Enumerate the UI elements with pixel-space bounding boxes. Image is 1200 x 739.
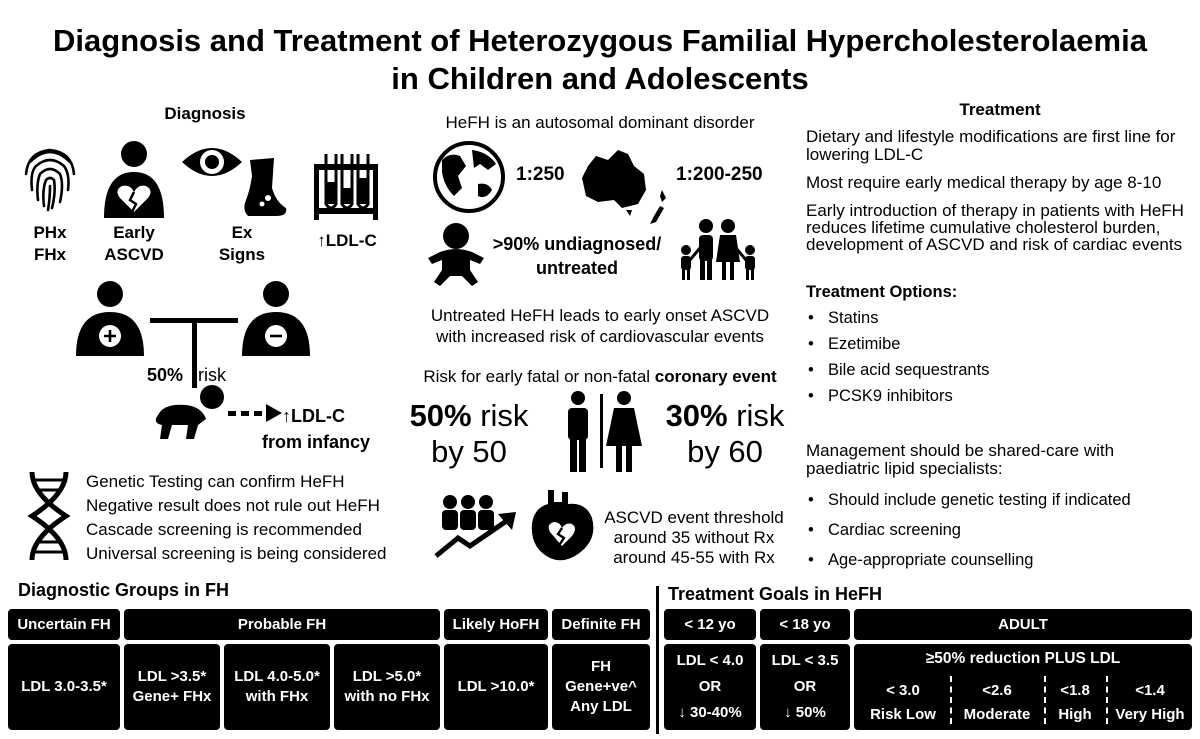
eye-foot-icon xyxy=(180,140,290,220)
male-risk-age: by 50 xyxy=(431,434,507,469)
group-cell: FH Gene+ve^ Any LDL xyxy=(552,644,650,730)
option-item: • Ezetimibe xyxy=(806,334,1196,354)
adult-level-moderate: <2.6 Moderate xyxy=(963,682,1031,723)
ldl-label: ↑LDL-C xyxy=(317,231,377,250)
fingerprint-icon xyxy=(22,142,78,212)
treatment-p2: Most require early medical therapy by age 8-10 xyxy=(806,173,1162,192)
page-subtitle: in Children and Adolescents xyxy=(391,61,809,96)
goal-or: OR xyxy=(698,678,722,695)
australia-nz-icon xyxy=(578,146,678,230)
treatment-p3: Early introduction of therapy in patients with HeFH reduces lifetime cumulative cholesterol burden, development of ASCVD and risk of cardiac events xyxy=(806,201,1184,254)
threshold-text xyxy=(594,508,794,568)
section-divider xyxy=(656,586,659,734)
groups-heading: Diagnostic Groups in FH xyxy=(18,580,230,600)
autosomal-text: HeFH is an autosomal dominant disorder xyxy=(445,113,755,132)
goal-header-12: < 12 yo xyxy=(664,609,756,640)
threshold-line: ASCVD event threshold xyxy=(604,508,784,527)
untreated-line: untreated xyxy=(535,258,618,278)
group-cell: LDL 3.0-3.5* xyxy=(8,644,120,730)
management-item: • Age-appropriate counselling xyxy=(806,548,1196,572)
world-prevalence: 1:250 xyxy=(516,164,565,185)
genetic-testing-list xyxy=(86,470,387,566)
page-title: Diagnosis and Treatment of Heterozygous Familial Hypercholesterolaemia xyxy=(53,23,1147,58)
coronary-risk-heading: Risk for early fatal or non-fatal coronary event xyxy=(423,367,777,386)
dna-icon xyxy=(26,470,72,562)
infancy-ldl: ↑LDL-C xyxy=(282,406,345,426)
genetic-line: Cascade screening is recommended xyxy=(86,520,362,539)
goals-heading: Treatment Goals in HeFH xyxy=(668,584,883,604)
crawling-baby-icon xyxy=(150,385,230,441)
option-item: • PCSK9 inhibitors xyxy=(806,386,1196,406)
group-cell: LDL >10.0* xyxy=(444,644,548,730)
untreated-text xyxy=(405,305,795,347)
management-item: • Cardiac screening xyxy=(806,518,1196,542)
man-woman-icon xyxy=(556,390,646,474)
positive-parent-icon xyxy=(70,280,150,356)
undiagnosed-text xyxy=(482,232,672,280)
female-risk-age: by 60 xyxy=(687,434,763,469)
goal-adult xyxy=(854,644,1192,730)
group-cell: LDL >3.5* Gene+ FHx xyxy=(124,644,220,730)
threshold-line: around 35 without Rx xyxy=(613,528,775,547)
adult-level-low: < 3.0 Risk Low xyxy=(870,682,936,723)
anatomical-heart-icon xyxy=(528,488,598,564)
adult-level-high: <1.8 High xyxy=(1058,682,1092,723)
phx-label: PHx FHx xyxy=(33,223,67,264)
genetic-line: Genetic Testing can confirm HeFH xyxy=(86,472,345,491)
ascvd-label: Early ASCVD xyxy=(104,223,164,264)
globe-icon xyxy=(432,140,506,214)
group-header-uncertain: Uncertain FH xyxy=(8,609,120,640)
female-risk: 30% risk by 60 xyxy=(660,398,790,470)
goal-or: OR xyxy=(793,678,817,695)
untreated-line-2: with increased risk of cardiovascular events xyxy=(436,327,764,346)
anz-prevalence: 1:200-250 xyxy=(676,164,763,185)
management-list xyxy=(806,488,1196,578)
family-icon xyxy=(676,218,762,280)
infancy-label: from infancy xyxy=(262,432,371,452)
dash-separator xyxy=(950,676,952,724)
group-header-probable: Probable FH xyxy=(124,609,440,640)
group-header-definite: Definite FH xyxy=(552,609,650,640)
broken-heart-person-icon xyxy=(100,140,168,218)
genetic-line: Universal screening is being considered xyxy=(86,544,387,563)
baby-icon xyxy=(426,222,486,288)
dash-separator xyxy=(1106,676,1108,724)
treatment-heading: Treatment xyxy=(959,100,1041,119)
signs-label: Ex Signs xyxy=(218,223,266,264)
adult-level-very-high: <1.4 Very High xyxy=(1115,682,1185,723)
option-item: • Statins xyxy=(806,308,1196,328)
diagnosis-heading: Diagnosis xyxy=(164,104,246,123)
negative-parent-icon xyxy=(236,280,316,356)
goal-value: LDL < 4.0 xyxy=(676,652,744,669)
goal-header-adult: ADULT xyxy=(854,609,1192,640)
group-cell: LDL 4.0-5.0* with FHx xyxy=(224,644,330,730)
undiagnosed-line: >90% undiagnosed/ xyxy=(492,234,662,254)
inherit-risk: 50% risk xyxy=(147,365,227,385)
goal-reduction: ↓ 30-40% xyxy=(678,704,742,721)
threshold-line: around 45-55 with Rx xyxy=(613,548,775,567)
management-item: • Should include genetic testing if indicated xyxy=(806,488,1196,512)
genetic-line: Negative result does not rule out HeFH xyxy=(86,496,380,515)
options-list xyxy=(806,308,1196,412)
treatment-p1: Dietary and lifestyle modifications are first line for lowering LDL-C xyxy=(806,127,1176,164)
male-risk: 50% risk by 50 xyxy=(404,398,534,470)
dotted-arrow-icon xyxy=(228,404,284,422)
rising-trend-icon xyxy=(434,494,518,558)
adult-reduction: ≥50% reduction PLUS LDL xyxy=(925,650,1121,667)
goal-reduction: ↓ 50% xyxy=(784,704,826,721)
test-tubes-icon xyxy=(312,152,380,222)
options-heading: Treatment Options: xyxy=(806,283,958,301)
goal-under12 xyxy=(664,644,756,730)
goal-under18 xyxy=(760,644,850,730)
group-header-hofh: Likely HoFH xyxy=(444,609,548,640)
management-text: Management should be shared-care with paediatric lipid specialists: xyxy=(806,441,1115,478)
goal-value: LDL < 3.5 xyxy=(771,652,839,669)
untreated-line-1: Untreated HeFH leads to early onset ASCVD xyxy=(430,306,770,325)
option-item: • Bile acid sequestrants xyxy=(806,360,1196,380)
group-cell: LDL >5.0* with no FHx xyxy=(334,644,440,730)
goal-header-18: < 18 yo xyxy=(760,609,850,640)
